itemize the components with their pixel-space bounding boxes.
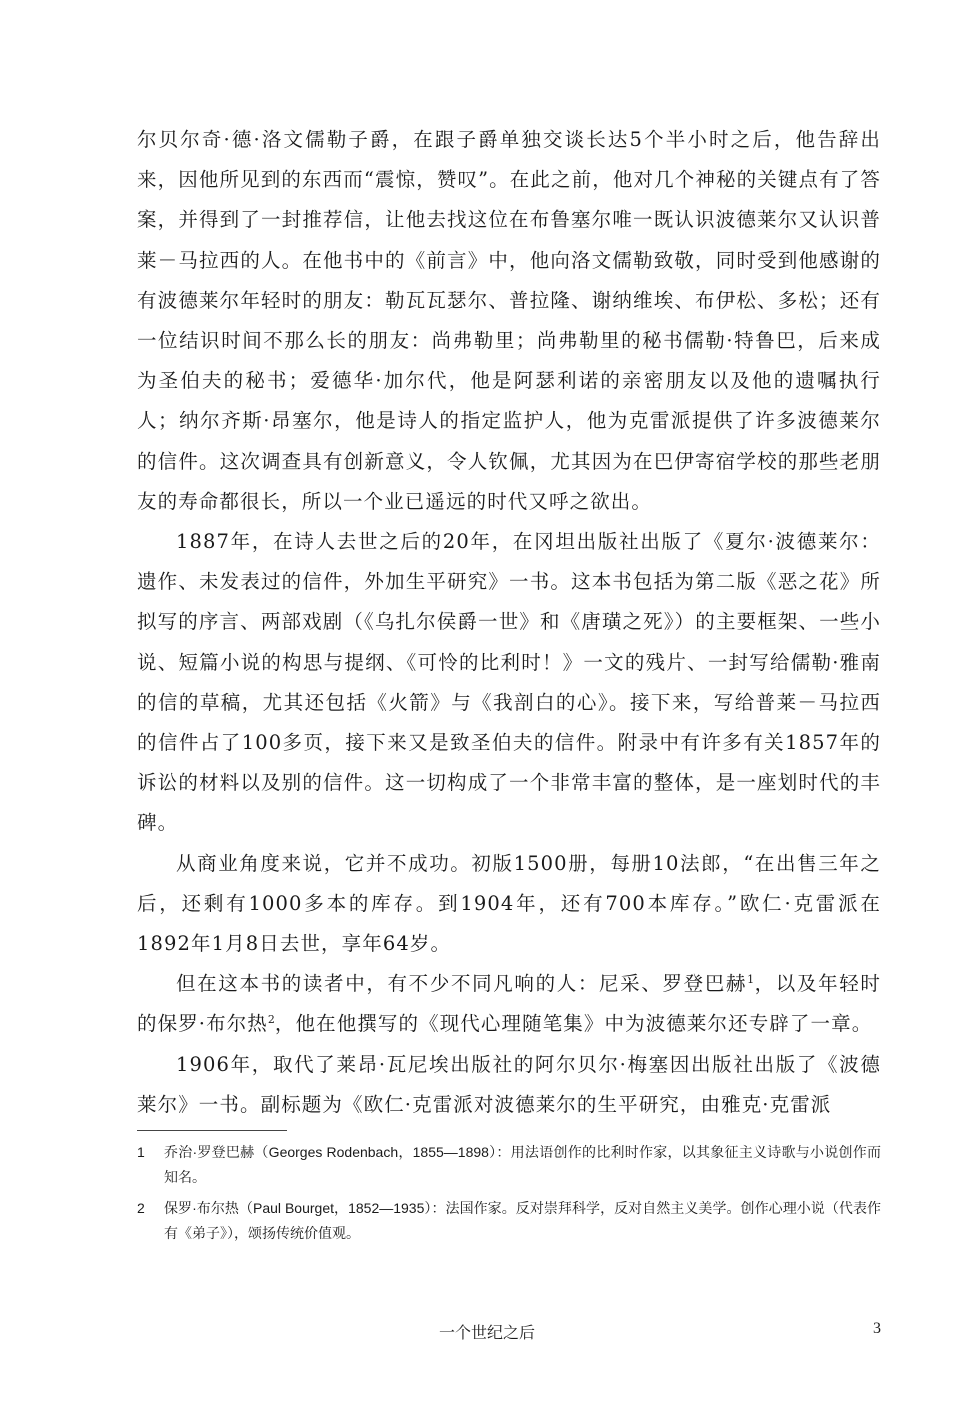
page-number: 3 — [873, 1320, 881, 1337]
paragraph: 1887年，在诗人去世之后的20年，在冈坦出版社出版了《夏尔·波德莱尔：遗作、未发表过的信件，外加生平研究》一书。这本书包括为第二版《恶之花》所拟写的序言、两部戏剧（《乌扎尔侯爵一世》和《唐璜之死》）的主要框架、一些小说、短篇小说的构思与提纲、《可怜的比利时！》一文的残片、一封写给儒勒·雅南的信的草稿，尤其还包括《火箭》与《我剖白的心》。接下来，写给普莱－马拉西的信件占了100多页，接下来又是致圣伯夫的信件。附录中有许多有关1857年的诉讼的材料以及别的信件。这一切构成了一个非常丰富的整体，是一座划时代的丰碑。 — [137, 530, 881, 835]
paragraph-text: ，他在他撰写的《现代心理随笔集》中为波德莱尔还专辟了一章。 — [274, 1012, 873, 1036]
paragraph-text: 但在这本书的读者中，有不少不同凡响的人：尼采、罗登巴赫 — [176, 972, 748, 996]
footnote-ref[interactable]: 2 — [267, 1013, 275, 1027]
footnote — [137, 1140, 881, 1190]
paragraph: 从商业角度来说，它并不成功。初版1500册，每册10法郎，“在出售三年之后，还剩有1000多本的库存。到1904年，还有700本库存。”欧仁·克雷派在1892年1月8日去世，享年64岁。 — [137, 851, 881, 956]
footnote-ref[interactable]: 1 — [747, 973, 755, 987]
footnote-divider — [137, 1130, 287, 1131]
paragraph-with-footnote-refs — [137, 964, 881, 1044]
footnote — [137, 1196, 881, 1246]
footnote-number: 2 — [137, 1200, 145, 1216]
running-footer-title: 一个世纪之后 — [438, 1325, 535, 1342]
footnote-text: 保罗·布尔热（Paul Bourget，1852—1935）：法国作家。反对崇拜科学，反对自然主义美学。创作心理小说（代表作有《弟子》），颂扬传统价值观。 — [164, 1200, 881, 1241]
footnote-text: 乔治·罗登巴赫（Georges Rodenbach，1855—1898）：用法语创作的比利时作家，以其象征主义诗歌与小说创作而知名。 — [164, 1144, 881, 1185]
body-text — [137, 120, 881, 1125]
paragraph-continued: 尔贝尔奇·德·洛文儒勒子爵，在跟子爵单独交谈长达5个半小时之后，他告辞出来，因他所见到的东西而“震惊，赞叹”。在此之前，他对几个神秘的关键点有了答案，并得到了一封推荐信，让他去找这位在布鲁塞尔唯一既认识波德莱尔又认识普莱－马拉西的人。在他书中的《前言》中，他向洛文儒勒致敬，同时受到他感谢的有波德莱尔年轻时的朋友：勒瓦瓦瑟尔、普拉隆、谢纳维埃、布伊松、多松；还有一位结识时间不那么长的朋友：尚弗勒里；尚弗勒里的秘书儒勒·特鲁巴，后来成为圣伯夫的秘书；爱德华·加尔代，他是阿瑟利诺的亲密朋友以及他的遗嘱执行人；纳尔齐斯·昂塞尔，他是诗人的指定监护人，他为克雷派提供了许多波德莱尔的信件。这次调查具有创新意义，令人钦佩，尤其因为在巴伊寄宿学校的那些老朋友的寿命都很长，所以一个业已遥远的时代又呼之欲出。 — [137, 128, 881, 513]
paragraph-text: ，以及年轻时的保罗·布尔热 — [137, 972, 882, 1036]
footnotes — [137, 1140, 881, 1252]
paragraph: 1906年，取代了莱昂·瓦尼埃出版社的阿尔贝尔·梅塞因出版社出版了《波德莱尔》一书。副标题为《欧仁·克雷派对波德莱尔的生平研究，由雅克·克雷派 — [137, 1052, 881, 1116]
footnote-number: 1 — [137, 1144, 145, 1160]
